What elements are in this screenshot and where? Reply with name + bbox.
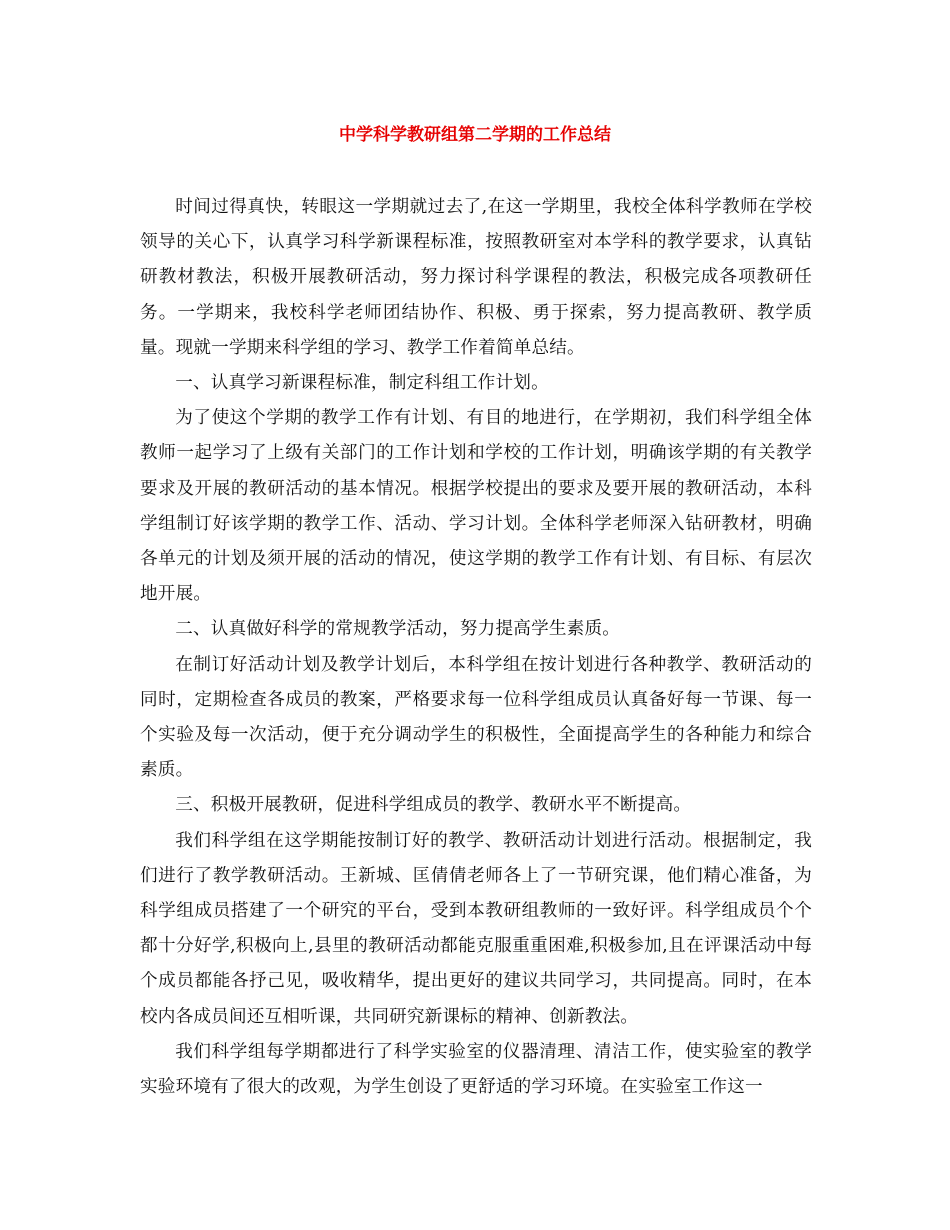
document-body (140, 190, 812, 1105)
paragraph-section-3: 我们科学组在这学期能按制订好的教学、教研活动计划进行活动。根据制定，我们进行了教学教研活动。王新城、匡倩倩老师各上了一节研究课，他们精心准备，为科学组成员搭建了一个研究的平台，受到本教研组教师的一致好评。科学组成员个个都十分好学,积极向上,县里的教研活动都能克服重重困难,积极参加,且在评课活动中每个成员都能各抒己见，吸收精华，提出更好的建议共同学习，共同提高。同时，在本校内各成员间还互相听课，共同研究新课标的精神、创新教法。 (140, 830, 812, 1027)
paragraph-lab: 我们科学组每学期都进行了科学实验室的仪器清理、清洁工作，使实验室的教学实验环境有了很大的改观，为学生创设了更舒适的学习环境。在实验室工作这一 (140, 1041, 812, 1098)
paragraph-intro: 时间过得真快，转眼这一学期就过去了,在这一学期里，我校全体科学教师在学校领导的关心下，认真学习科学新课程标准，按照教研室对本学科的教学要求，认真钻研教材教法，积极开展教研活动，努力探讨科学课程的教法，积极完成各项教研任务。一学期来，我校科学老师团结协作、积极、勇于探索，努力提高教研、教学质量。现就一学期来科学组的学习、教学工作着简单总结。 (140, 197, 812, 358)
paragraph-section-1: 为了使这个学期的教学工作有计划、有目的地进行，在学期初，我们科学组全体教师一起学习了上级有关部门的工作计划和学校的工作计划，明确该学期的有关教学要求及开展的教研活动的基本情况。根据学校提出的要求及要开展的教研活动，本科学组制订好该学期的教学工作、活动、学习计划。全体科学老师深入钻研教材，明确各单元的计划及须开展的活动的情况，使这学期的教学工作有计划、有目标、有层次地开展。 (140, 408, 812, 605)
document-title: 中学科学教研组第二学期的工作总结 (339, 125, 611, 145)
section-heading-2: 二、认真做好科学的常规教学活动，努力提高学生素质。 (175, 619, 621, 640)
section-heading-3: 三、积极开展教研，促进科学组成员的教学、教研水平不断提高。 (175, 795, 692, 816)
paragraph-section-2: 在制订好活动计划及教学计划后，本科学组在按计划进行各种教学、教研活动的同时，定期检查各成员的教案，严格要求每一位科学组成员认真备好每一节课、每一个实验及每一次活动，便于充分调动学生的积极性，全面提高学生的各种能力和综合素质。 (140, 654, 812, 781)
section-heading-1: 一、认真学习新课程标准，制定科组工作计划。 (175, 373, 549, 394)
